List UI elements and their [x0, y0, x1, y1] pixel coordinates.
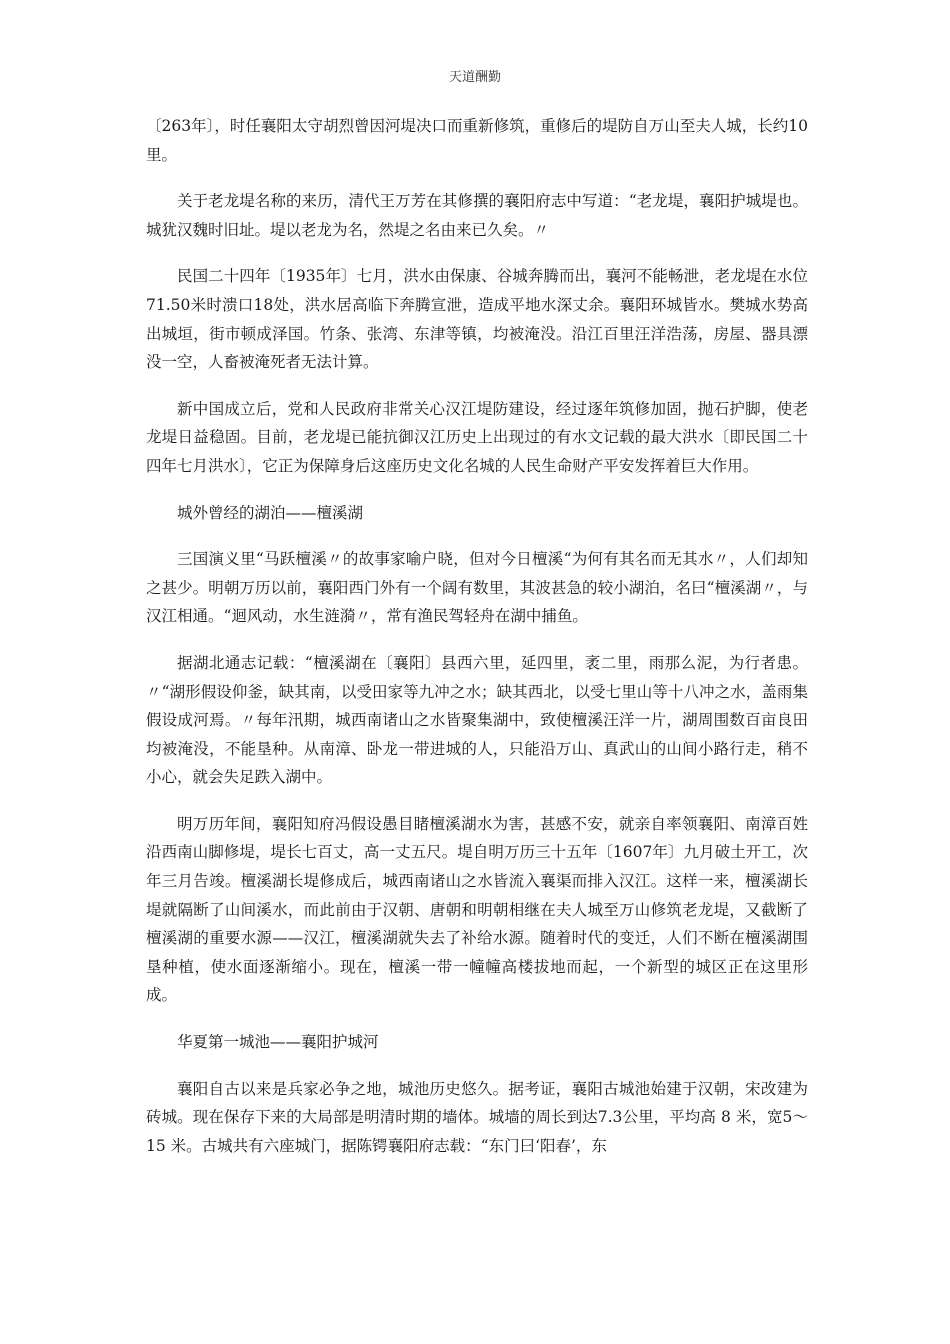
paragraph-8: 襄阳自古以来是兵家必争之地，城池历史悠久。据考证，襄阳古城池始建于汉朝，宋改建为砖城。现在保存下来的大局部是明清时期的墙体。城墙的周长到达7.3公里，平均高 8 米，宽5～15 米。古城共有六座城门，据陈锷襄阳府志载：“东门曰‘阳春’，东 — [146, 1079, 808, 1155]
paragraph-7: 明万历年间，襄阳知府冯假设愚目睹檀溪湖水为害，甚感不安，就亲自率领襄阳、南漳百姓沿西南山脚修堤，堤长七百丈，高一丈五尺。堤自明万历三十五年〔1607年〕九月破土开工，次年三月告竣。檀溪湖长堤修成后，城西南诸山之水皆流入襄渠而排入汉江。这样一来，檀溪湖长堤就隔断了山间溪水，而此前由于汉朝、唐朝和明朝相继在夫人城至万山修筑老龙堤，又截断了檀溪湖的重要水源——汉江，檀溪湖就失去了补给水源。随着时代的变迁，人们不断在檀溪湖围垦种植，使水面逐渐缩小。现在，檀溪一带一幢幢高楼拔地而起，一个新型的城区正在这里形成。 — [146, 814, 808, 1005]
paragraph-5: 三国演义里“马跃檀溪〃的故事家喻户晓，但对今日檀溪“为何有其名而无其水〃，人们却知之甚少。明朝万历以前，襄阳西门外有一个阔有数里，其波甚急的较小湖泊，名曰“檀溪湖〃，与汉江相通。“迴风动，水生涟漪〃，常有渔民驾轻舟在湖中捕鱼。 — [146, 550, 808, 626]
document-body — [146, 112, 808, 1178]
paragraph-1: 〔263年〕，时任襄阳太守胡烈曾因河堤决口而重新修筑，重修后的堤防自万山至夫人城，长约10里。 — [146, 117, 808, 164]
section-heading-tanxi-lake: 城外曾经的湖泊——檀溪湖 — [177, 503, 364, 522]
section-heading-moat: 华夏第一城池——襄阳护城河 — [177, 1033, 379, 1052]
paragraph-6: 据湖北通志记载：“檀溪湖在〔襄阳〕县西六里，延四里，袤二里，雨那么泥，为行者患。〃“湖形假设仰釜，缺其南，以受田家等九冲之水；缺其西北，以受七里山等十八冲之水，盖雨集假设成河焉。〃每年汛期，城西南诸山之水皆聚集湖中，致使檀溪汪洋一片，湖周围数百亩良田均被淹没，不能垦种。从南漳、卧龙一带进城的人，只能沿万山、真武山的山间小路行走，稍不小心，就会失足跌入湖中。 — [146, 653, 808, 787]
paragraph-3: 民国二十四年〔1935年〕七月，洪水由保康、谷城奔腾而出，襄河不能畅泄，老龙堤在水位71.50米时溃口18处，洪水居高临下奔腾宣泄，造成平地水深丈余。襄阳环城皆水。樊城水势高出城垣，街市顿成泽国。竹条、张湾、东津等镇，均被淹没。沿江百里汪洋浩荡，房屋、器具漂没一空，人畜被淹死者无法计算。 — [146, 267, 808, 372]
paragraph-4: 新中国成立后，党和人民政府非常关心汉江堤防建设，经过逐年筑修加固，抛石护脚，使老龙堤日益稳固。目前，老龙堤已能抗御汉江历史上出现过的有水文记载的最大洪水〔即民国二十四年七月洪水〕，它正为保障身后这座历史文化名城的人民生命财产平安发挥着巨大作用。 — [146, 399, 808, 475]
paragraph-2: 关于老龙堤名称的来历，清代王万芳在其修撰的襄阳府志中写道：“老龙堤，襄阳护城堤也。城犹汉魏时旧址。堤以老龙为名，然堤之名由来已久矣。〃 — [146, 192, 808, 239]
page-header: 天道酬勤 — [448, 70, 501, 85]
